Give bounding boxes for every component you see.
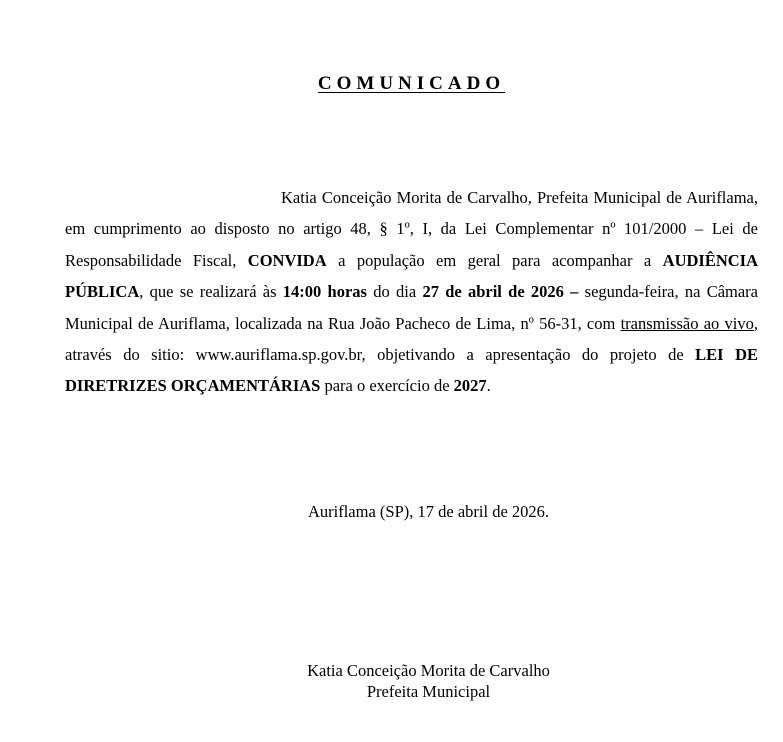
convida-text: CONVIDA: [247, 250, 327, 270]
announcement-paragraph: [65, 182, 758, 402]
live-transmission-text: transmissão ao vivo: [620, 313, 754, 333]
paragraph-text-6: , através do sitio: www.auriflama.sp.gov.br, objetivando a apresentação do projeto de: [65, 313, 758, 365]
fiscal-year: 2027: [453, 376, 487, 396]
audiencia-publica-text: AUDIÊNCIA PÚBLICA: [65, 250, 758, 302]
paragraph-text-4: do dia: [366, 282, 423, 302]
event-time: 14:00 horas: [282, 282, 367, 302]
signature-name: Katia Conceição Morita de Carvalho: [307, 661, 550, 680]
ldo-text: LEI DE DIRETRIZES ORÇAMENTÁRIAS: [65, 345, 759, 396]
paragraph-text-8: .: [486, 376, 491, 396]
event-date: 27 de abril de 2026 –: [422, 282, 579, 302]
paragraph-text-1: Katia Conceição Morita de Carvalho, Prefeita Municipal de Auriflama, em cumprimento ao disposto no artigo 48, § 1º, I, da Lei Complementar nº 101/2000 – Lei de Responsabilidade Fiscal,: [65, 188, 758, 270]
paragraph-text-2: a população em geral para acompanhar a: [326, 250, 663, 270]
paragraph-text-7: para o exercício de: [320, 376, 454, 396]
signature-block: [0, 660, 783, 702]
document-title: [0, 73, 783, 95]
place-date-line: Auriflama (SP), 17 de abril de 2026.: [307, 502, 550, 521]
paragraph-text-5: segunda-feira, na Câmara Municipal de Auriflama, localizada na Rua João Pacheco de Lima, nº 56-31, com: [65, 282, 758, 333]
paragraph-text-3: , que se realizará às: [139, 282, 283, 302]
document-title-text: COMUNICADO: [317, 73, 506, 94]
signature-role: Prefeita Municipal: [366, 682, 491, 701]
